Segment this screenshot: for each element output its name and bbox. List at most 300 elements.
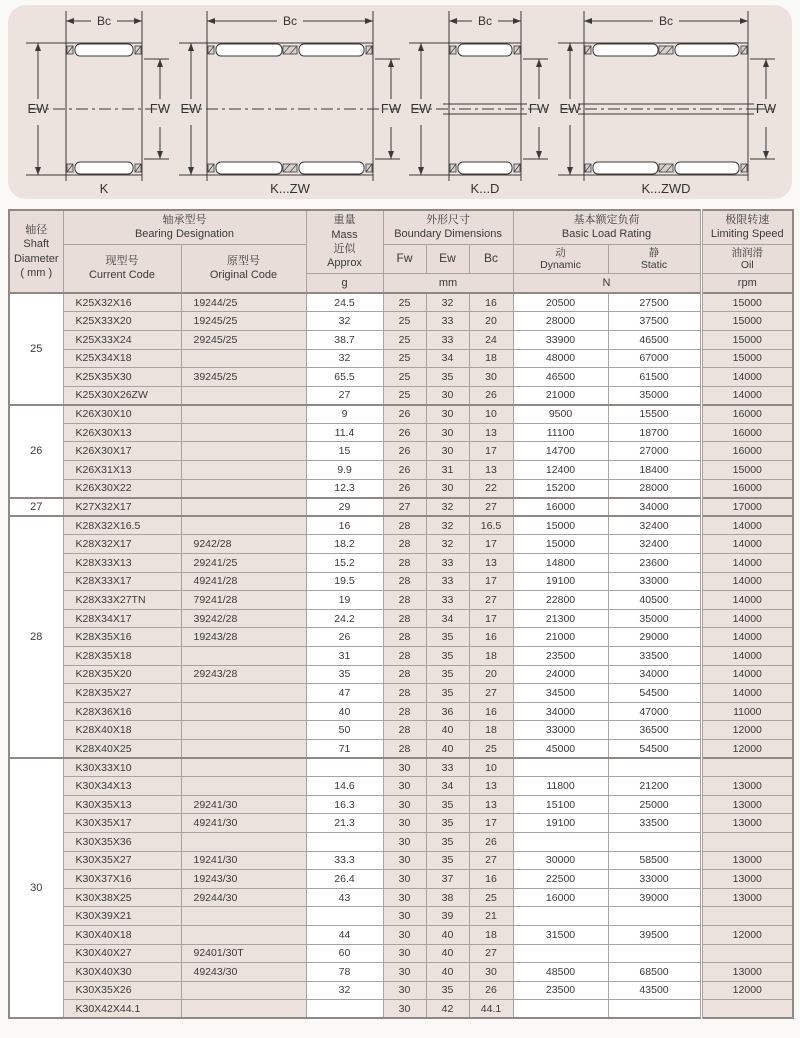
table-row (9, 925, 793, 944)
current-code-cell: K30X35X26 (63, 981, 181, 1000)
bc-cell: 24 (469, 330, 513, 349)
bc-cell: 13 (469, 554, 513, 573)
fw-cell: 28 (383, 665, 426, 684)
mass-cell: 29 (306, 498, 383, 517)
table-row (9, 795, 793, 814)
current-code-cell: K28X35X18 (63, 647, 181, 666)
fw-cell: 27 (383, 498, 426, 517)
table-row (9, 535, 793, 554)
ew-cell: 33 (426, 312, 469, 331)
table-row (9, 665, 793, 684)
current-code-cell: K26X30X22 (63, 479, 181, 498)
current-code-cell: K28X40X25 (63, 739, 181, 758)
limiting-speed-cell: 13000 (701, 851, 793, 870)
fw-cell: 30 (383, 851, 426, 870)
svg-text:EW: EW (410, 101, 432, 116)
table-row (9, 944, 793, 963)
static-load-cell: 33500 (608, 647, 701, 666)
static-load-cell: 39500 (608, 925, 701, 944)
bc-cell: 16 (469, 293, 513, 312)
dynamic-load-cell: 48000 (513, 349, 608, 368)
bc-cell: 25 (469, 739, 513, 758)
limiting-speed-cell: 15000 (701, 330, 793, 349)
mass-cell: 16 (306, 516, 383, 535)
original-code-cell (181, 461, 306, 480)
mass-cell: 38.7 (306, 330, 383, 349)
limiting-speed-cell: 14000 (701, 554, 793, 573)
bc-cell: 18 (469, 647, 513, 666)
fw-cell: 26 (383, 423, 426, 442)
table-body (9, 293, 793, 1018)
bc-cell: 16 (469, 870, 513, 889)
fw-cell: 26 (383, 479, 426, 498)
original-code-cell: 49243/30 (181, 963, 306, 982)
original-code-cell: 19244/25 (181, 293, 306, 312)
ew-cell: 40 (426, 721, 469, 740)
current-code-cell: K28X32X16.5 (63, 516, 181, 535)
limiting-speed-cell: 12000 (701, 739, 793, 758)
dynamic-load-cell: 46500 (513, 368, 608, 387)
ew-cell: 30 (426, 479, 469, 498)
fw-cell: 30 (383, 981, 426, 1000)
svg-text:EW: EW (27, 101, 49, 116)
mass-cell: 21.3 (306, 814, 383, 833)
static-load-cell: 21200 (608, 777, 701, 796)
static-load-cell: 34000 (608, 498, 701, 517)
bc-cell: 16.5 (469, 516, 513, 535)
original-code-cell (181, 386, 306, 405)
mass-cell: 19 (306, 591, 383, 610)
svg-text:Bc: Bc (658, 14, 673, 28)
static-load-cell (608, 907, 701, 926)
original-code-cell: 49241/28 (181, 572, 306, 591)
header-dynamic: 动 Dynamic (513, 244, 608, 273)
fw-cell: 25 (383, 386, 426, 405)
bc-cell: 10 (469, 405, 513, 424)
unit-g: g (306, 273, 383, 293)
mass-cell: 32 (306, 312, 383, 331)
bc-cell: 22 (469, 479, 513, 498)
table-row (9, 405, 793, 424)
fw-cell: 30 (383, 777, 426, 796)
static-load-cell: 28000 (608, 479, 701, 498)
ew-cell: 34 (426, 609, 469, 628)
dynamic-load-cell: 15100 (513, 795, 608, 814)
current-code-cell: K30X33X10 (63, 758, 181, 777)
table-row (9, 888, 793, 907)
static-load-cell: 23600 (608, 554, 701, 573)
limiting-speed-cell: 15000 (701, 293, 793, 312)
ew-cell: 35 (426, 684, 469, 703)
fw-cell: 30 (383, 870, 426, 889)
current-code-cell: K27X32X17 (63, 498, 181, 517)
original-code-cell (181, 981, 306, 1000)
fw-cell: 30 (383, 907, 426, 926)
dynamic-load-cell (513, 907, 608, 926)
original-code-cell: 79241/28 (181, 591, 306, 610)
static-load-cell: 33500 (608, 814, 701, 833)
mass-cell (306, 907, 383, 926)
table-row (9, 1000, 793, 1019)
header-basic-load-rating: 基本额定负荷 Basic Load Rating (513, 210, 701, 244)
bc-cell: 17 (469, 609, 513, 628)
mass-cell: 31 (306, 647, 383, 666)
dynamic-load-cell: 19100 (513, 572, 608, 591)
table-row (9, 386, 793, 405)
static-load-cell: 54500 (608, 684, 701, 703)
bc-cell: 18 (469, 925, 513, 944)
limiting-speed-cell: 13000 (701, 870, 793, 889)
mass-cell: 35 (306, 665, 383, 684)
mass-cell: 24.5 (306, 293, 383, 312)
mass-cell: 50 (306, 721, 383, 740)
table-row (9, 907, 793, 926)
mass-cell: 9 (306, 405, 383, 424)
original-code-cell (181, 516, 306, 535)
limiting-speed-cell (701, 832, 793, 851)
table-row (9, 963, 793, 982)
limiting-speed-cell: 14000 (701, 628, 793, 647)
diagram-panel (8, 5, 792, 199)
fw-cell: 28 (383, 739, 426, 758)
dynamic-load-cell (513, 944, 608, 963)
ew-cell: 30 (426, 442, 469, 461)
table-row (9, 832, 793, 851)
table-row (9, 591, 793, 610)
mass-cell: 44 (306, 925, 383, 944)
static-load-cell: 35000 (608, 609, 701, 628)
limiting-speed-cell (701, 758, 793, 777)
original-code-cell (181, 721, 306, 740)
dynamic-load-cell (513, 832, 608, 851)
table-row (9, 498, 793, 517)
ew-cell: 35 (426, 795, 469, 814)
mass-cell: 43 (306, 888, 383, 907)
header-current-code: 现型号 Current Code (63, 244, 181, 293)
ew-cell: 33 (426, 330, 469, 349)
limiting-speed-cell: 14000 (701, 647, 793, 666)
static-load-cell: 40500 (608, 591, 701, 610)
header-shaft-diameter: 轴径 Shaft Diameter ( mm ) (9, 210, 63, 293)
dynamic-load-cell: 30000 (513, 851, 608, 870)
shaft-diameter-cell: 30 (9, 758, 63, 1018)
unit-n: N (513, 273, 701, 293)
dynamic-load-cell: 24000 (513, 665, 608, 684)
mass-cell: 15 (306, 442, 383, 461)
ew-cell: 30 (426, 405, 469, 424)
ew-cell: 39 (426, 907, 469, 926)
mass-cell: 33.3 (306, 851, 383, 870)
current-code-cell: K26X31X13 (63, 461, 181, 480)
dynamic-load-cell: 23500 (513, 647, 608, 666)
fw-cell: 28 (383, 535, 426, 554)
mass-cell: 32 (306, 349, 383, 368)
mass-cell: 27 (306, 386, 383, 405)
table-row (9, 721, 793, 740)
header-bearing-designation: 轴承型号 Bearing Designation (63, 210, 306, 244)
ew-cell: 36 (426, 702, 469, 721)
mass-cell: 32 (306, 981, 383, 1000)
limiting-speed-cell (701, 907, 793, 926)
limiting-speed-cell: 14000 (701, 386, 793, 405)
ew-cell: 32 (426, 535, 469, 554)
limiting-speed-cell: 14000 (701, 609, 793, 628)
original-code-cell: 29244/30 (181, 888, 306, 907)
svg-text:K...ZW: K...ZW (269, 181, 310, 196)
static-load-cell: 34000 (608, 665, 701, 684)
limiting-speed-cell: 14000 (701, 535, 793, 554)
bc-cell: 30 (469, 963, 513, 982)
limiting-speed-cell: 15000 (701, 461, 793, 480)
header-boundary-dimensions: 外形尺寸 Boundary Dimensions (383, 210, 513, 244)
ew-cell: 38 (426, 888, 469, 907)
ew-cell: 40 (426, 925, 469, 944)
static-load-cell: 46500 (608, 330, 701, 349)
dynamic-load-cell: 28000 (513, 312, 608, 331)
original-code-cell (181, 405, 306, 424)
table-row (9, 739, 793, 758)
mass-cell: 65.5 (306, 368, 383, 387)
current-code-cell: K25X32X16 (63, 293, 181, 312)
mass-cell: 26.4 (306, 870, 383, 889)
mass-cell (306, 758, 383, 777)
static-load-cell (608, 1000, 701, 1019)
bc-cell: 27 (469, 684, 513, 703)
ew-cell: 35 (426, 647, 469, 666)
fw-cell: 26 (383, 442, 426, 461)
limiting-speed-cell: 15000 (701, 312, 793, 331)
bc-cell: 17 (469, 442, 513, 461)
static-load-cell (608, 944, 701, 963)
limiting-speed-cell: 12000 (701, 925, 793, 944)
original-code-cell (181, 832, 306, 851)
static-load-cell: 58500 (608, 851, 701, 870)
static-load-cell (608, 832, 701, 851)
ew-cell: 35 (426, 368, 469, 387)
mass-cell: 19.5 (306, 572, 383, 591)
mass-cell: 71 (306, 739, 383, 758)
diagram-k-d (405, 7, 551, 197)
dynamic-load-cell: 11100 (513, 423, 608, 442)
current-code-cell: K26X30X10 (63, 405, 181, 424)
unit-mm: mm (383, 273, 513, 293)
dynamic-load-cell (513, 1000, 608, 1019)
ew-cell: 33 (426, 758, 469, 777)
limiting-speed-cell: 13000 (701, 814, 793, 833)
dynamic-load-cell: 15000 (513, 535, 608, 554)
fw-cell: 30 (383, 925, 426, 944)
bc-cell: 27 (469, 591, 513, 610)
table-row (9, 647, 793, 666)
original-code-cell: 29243/28 (181, 665, 306, 684)
static-load-cell: 54500 (608, 739, 701, 758)
ew-cell: 35 (426, 665, 469, 684)
static-load-cell: 68500 (608, 963, 701, 982)
diagram-k (22, 7, 172, 197)
table-row (9, 851, 793, 870)
limiting-speed-cell: 17000 (701, 498, 793, 517)
header-oil: 油润滑 Oil (701, 244, 793, 273)
original-code-cell: 19241/30 (181, 851, 306, 870)
fw-cell: 28 (383, 572, 426, 591)
current-code-cell: K28X33X13 (63, 554, 181, 573)
fw-cell: 30 (383, 814, 426, 833)
table-header (9, 210, 793, 293)
bc-cell: 18 (469, 721, 513, 740)
fw-cell: 25 (383, 368, 426, 387)
ew-cell: 35 (426, 628, 469, 647)
original-code-cell: 9242/28 (181, 535, 306, 554)
shaft-diameter-cell: 26 (9, 405, 63, 498)
current-code-cell: K25X35X30 (63, 368, 181, 387)
ew-cell: 37 (426, 870, 469, 889)
bc-cell: 17 (469, 535, 513, 554)
current-code-cell: K28X35X20 (63, 665, 181, 684)
limiting-speed-cell: 14000 (701, 516, 793, 535)
unit-rpm: rpm (701, 273, 793, 293)
ew-cell: 30 (426, 423, 469, 442)
current-code-cell: K28X34X17 (63, 609, 181, 628)
fw-cell: 30 (383, 832, 426, 851)
ew-cell: 34 (426, 349, 469, 368)
original-code-cell: 92401/30T (181, 944, 306, 963)
current-code-cell: K30X39X21 (63, 907, 181, 926)
table-row (9, 758, 793, 777)
limiting-speed-cell (701, 1000, 793, 1019)
dynamic-load-cell: 16000 (513, 888, 608, 907)
original-code-cell (181, 349, 306, 368)
ew-cell: 33 (426, 572, 469, 591)
dynamic-load-cell: 16000 (513, 498, 608, 517)
bc-cell: 27 (469, 498, 513, 517)
current-code-cell: K25X30X26ZW (63, 386, 181, 405)
dynamic-load-cell: 14800 (513, 554, 608, 573)
current-code-cell: K30X35X13 (63, 795, 181, 814)
current-code-cell: K30X37X16 (63, 870, 181, 889)
static-load-cell: 47000 (608, 702, 701, 721)
limiting-speed-cell: 13000 (701, 795, 793, 814)
dynamic-load-cell: 14700 (513, 442, 608, 461)
static-load-cell: 61500 (608, 368, 701, 387)
mass-cell (306, 832, 383, 851)
current-code-cell: K28X36X16 (63, 702, 181, 721)
limiting-speed-cell: 13000 (701, 888, 793, 907)
ew-cell: 40 (426, 944, 469, 963)
original-code-cell (181, 1000, 306, 1019)
header-mass: 重量 Mass 近似 Approx (306, 210, 383, 273)
current-code-cell: K28X32X17 (63, 535, 181, 554)
current-code-cell: K25X33X20 (63, 312, 181, 331)
shaft-diameter-cell: 27 (9, 498, 63, 517)
fw-cell: 28 (383, 684, 426, 703)
static-load-cell: 27500 (608, 293, 701, 312)
static-load-cell: 35000 (608, 386, 701, 405)
limiting-speed-cell (701, 944, 793, 963)
bc-cell: 13 (469, 795, 513, 814)
mass-cell: 11.4 (306, 423, 383, 442)
ew-cell: 35 (426, 814, 469, 833)
table-row (9, 516, 793, 535)
original-code-cell: 29245/25 (181, 330, 306, 349)
original-code-cell (181, 907, 306, 926)
fw-cell: 28 (383, 721, 426, 740)
dynamic-load-cell: 22500 (513, 870, 608, 889)
table-row (9, 702, 793, 721)
ew-cell: 30 (426, 386, 469, 405)
fw-cell: 28 (383, 591, 426, 610)
table-row (9, 628, 793, 647)
bearing-diagram-svg (405, 7, 551, 197)
dynamic-load-cell: 11800 (513, 777, 608, 796)
static-load-cell: 33000 (608, 572, 701, 591)
mass-cell: 9.9 (306, 461, 383, 480)
dynamic-load-cell: 20500 (513, 293, 608, 312)
header-limiting-speed: 极限转速 Limiting Speed (701, 210, 793, 244)
ew-cell: 34 (426, 777, 469, 796)
ew-cell: 40 (426, 739, 469, 758)
bearing-spec-table (8, 209, 794, 1019)
ew-cell: 32 (426, 516, 469, 535)
current-code-cell: K28X35X27 (63, 684, 181, 703)
original-code-cell (181, 777, 306, 796)
limiting-speed-cell: 14000 (701, 572, 793, 591)
original-code-cell (181, 925, 306, 944)
current-code-cell: K28X35X16 (63, 628, 181, 647)
ew-cell: 33 (426, 554, 469, 573)
bearing-diagram-svg (22, 7, 172, 197)
mass-cell: 40 (306, 702, 383, 721)
limiting-speed-cell: 13000 (701, 963, 793, 982)
table-row (9, 442, 793, 461)
table-row (9, 684, 793, 703)
fw-cell: 30 (383, 795, 426, 814)
fw-cell: 28 (383, 702, 426, 721)
current-code-cell: K30X40X30 (63, 963, 181, 982)
mass-cell: 47 (306, 684, 383, 703)
table-row (9, 423, 793, 442)
mass-cell: 14.6 (306, 777, 383, 796)
shaft-diameter-cell: 25 (9, 293, 63, 405)
dynamic-load-cell: 21000 (513, 628, 608, 647)
limiting-speed-cell: 14000 (701, 368, 793, 387)
bc-cell: 18 (469, 349, 513, 368)
bearing-diagram-svg (554, 7, 778, 197)
bc-cell: 20 (469, 312, 513, 331)
dynamic-load-cell: 15200 (513, 479, 608, 498)
mass-cell: 26 (306, 628, 383, 647)
bc-cell: 21 (469, 907, 513, 926)
header-original-code: 原型号 Original Code (181, 244, 306, 293)
mass-cell: 18.2 (306, 535, 383, 554)
svg-text:Bc: Bc (282, 14, 297, 28)
mass-cell (306, 1000, 383, 1019)
fw-cell: 28 (383, 647, 426, 666)
bc-cell: 26 (469, 981, 513, 1000)
fw-cell: 30 (383, 963, 426, 982)
svg-text:Bc: Bc (478, 14, 493, 28)
mass-cell: 78 (306, 963, 383, 982)
original-code-cell (181, 647, 306, 666)
svg-text:EW: EW (559, 101, 581, 116)
header-ew: Ew (426, 244, 469, 273)
original-code-cell: 19245/25 (181, 312, 306, 331)
current-code-cell: K30X40X27 (63, 944, 181, 963)
table-row (9, 479, 793, 498)
limiting-speed-cell: 11000 (701, 702, 793, 721)
bc-cell: 10 (469, 758, 513, 777)
mass-cell: 16.3 (306, 795, 383, 814)
static-load-cell: 67000 (608, 349, 701, 368)
